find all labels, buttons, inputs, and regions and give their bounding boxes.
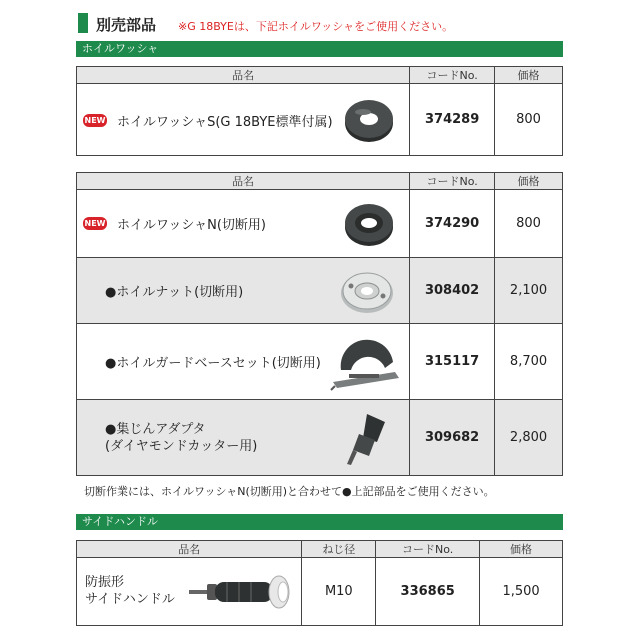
dust-adapter-icon	[341, 408, 391, 468]
new-badge: NEW	[84, 116, 106, 125]
product-name: ●ホイルナット(切断用)	[105, 285, 244, 300]
washer-table-2	[76, 172, 563, 476]
col-header-name: 品名	[77, 67, 410, 84]
wheel-nut-icon	[339, 266, 395, 316]
thread-size: M10	[302, 558, 376, 626]
col-header-code: コードNo.	[376, 541, 480, 558]
product-name: ●ホイルガードベースセット(切断用)	[105, 356, 321, 371]
side-handle-icon	[187, 572, 299, 612]
product-code: 374289	[410, 84, 495, 156]
usage-note: 切断作業には、ホイルワッシャN(切断用)と合わせて●上記部品をご使用ください。	[84, 485, 495, 498]
product-name: ホイルワッシャS(G 18BYE標準付属)	[117, 115, 333, 130]
product-name: ホイルワッシャN(切断用)	[117, 218, 266, 233]
washer-table-1	[76, 66, 563, 156]
product-price: 800	[495, 190, 563, 258]
col-header-price: 価格	[495, 173, 563, 190]
section-marker	[78, 13, 88, 33]
page-title: 別売部品	[96, 16, 157, 34]
col-header-thread: ねじ径	[302, 541, 376, 558]
product-price: 2,800	[495, 400, 563, 476]
table-row	[77, 84, 563, 156]
header-note: ※G 18BYEは、下記ホイルワッシャをご使用ください。	[178, 20, 454, 33]
table-row	[77, 558, 563, 626]
col-header-code: コードNo.	[410, 173, 495, 190]
col-header-name: 品名	[77, 173, 410, 190]
product-price: 8,700	[495, 324, 563, 400]
section-bar-washer: ホイルワッシャ	[76, 41, 563, 57]
col-header-price: 価格	[495, 67, 563, 84]
guard-base-icon	[329, 330, 403, 392]
product-price: 1,500	[480, 558, 563, 626]
table-row	[77, 190, 563, 258]
product-code: 374290	[410, 190, 495, 258]
product-code: 336865	[376, 558, 480, 626]
product-code: 309682	[410, 400, 495, 476]
washer-s-icon	[343, 96, 395, 144]
table-row	[77, 400, 563, 476]
col-header-code: コードNo.	[410, 67, 495, 84]
product-price: 800	[495, 84, 563, 156]
product-price: 2,100	[495, 258, 563, 324]
product-name: 防振形 サイドハンドル	[85, 575, 175, 607]
product-code: 308402	[410, 258, 495, 324]
col-header-price: 価格	[480, 541, 563, 558]
new-badge: NEW	[84, 219, 106, 228]
col-header-name: 品名	[77, 541, 302, 558]
washer-n-icon	[343, 200, 395, 248]
section-bar-handle: サイドハンドル	[76, 514, 563, 530]
handle-table	[76, 540, 563, 626]
product-code: 315117	[410, 324, 495, 400]
table-row	[77, 324, 563, 400]
product-name: ●集じんアダプタ (ダイヤモンドカッター用)	[105, 422, 258, 454]
table-row	[77, 258, 563, 324]
